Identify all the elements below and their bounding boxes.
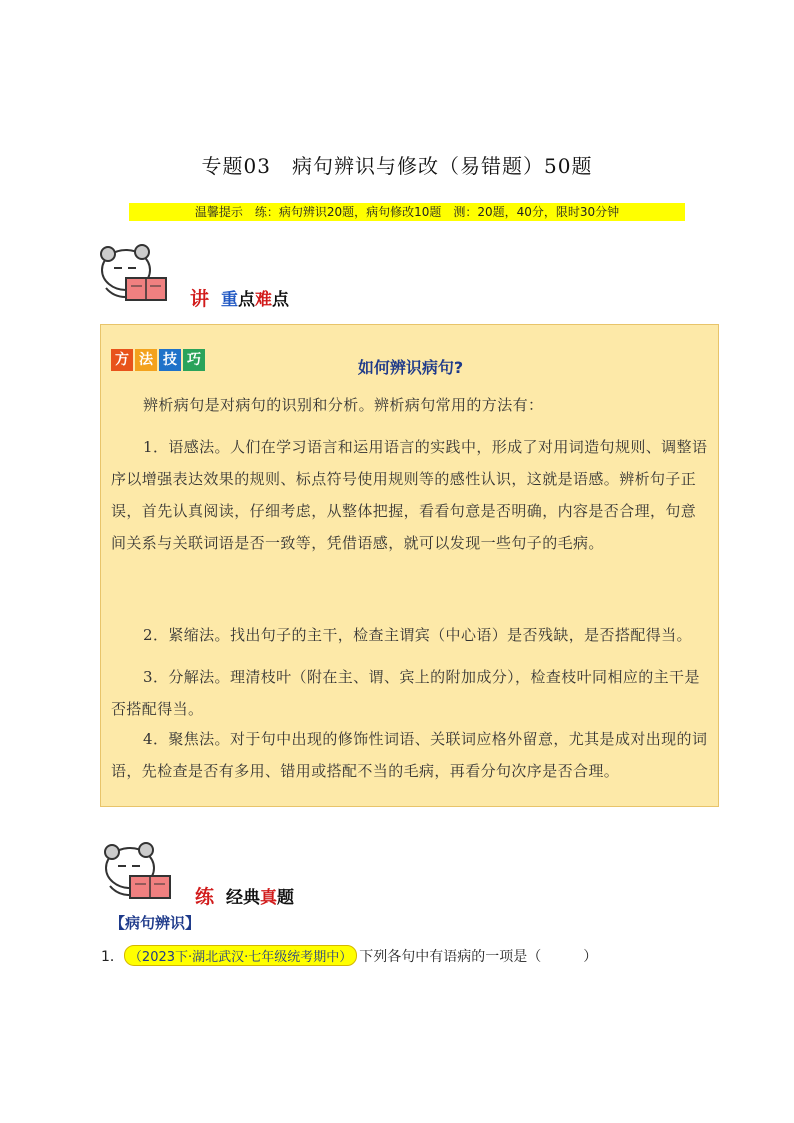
method-paragraph: 辨析病句是对病句的识别和分析。辨析病句常用的方法有： — [143, 396, 544, 414]
bear-reading-icon — [96, 240, 176, 304]
badge-char: 方 — [111, 349, 133, 371]
method-paragraph: 4．聚焦法。对于句中出现的修饰性词语、关联词应格外留意，尤其是成对出现的词语，先检查是否有多用、错用或搭配不当的毛病，再看分句次序是否合理。 — [111, 730, 708, 780]
box-title: 如何辨识病句? — [357, 358, 464, 377]
badge-char: 法 — [135, 349, 157, 371]
question-source: （2023下·湖北武汉·七年级统考期中） — [124, 945, 357, 966]
method-paragraph: 3．分解法。理清枝叶（附在主、谓、宾上的附加成分），检查枝叶同相应的主干是否搭配得当。 — [111, 668, 700, 718]
method-tips-box — [100, 324, 719, 807]
question-text: 下列各句中有语病的一项是（ ） — [359, 948, 598, 965]
method-paragraph: 1．语感法。人们在学习语言和运用语言的实践中，形成了对用词造句规则、调整语序以增强表达效果的规则、标点符号使用规则等的感性认识，这就是语感。辨析句子正误，首先认真阅读，仔细考虑，从整体把握，看看句意是否明确，内容是否合理，句意间关系与关联词语是否一致等，凭借语感，就可以发现一些句子的毛病。 — [111, 438, 708, 552]
tip-banner: 温馨提示 练：病句辨识20题，病句修改10题 测：20题，40分，限时30分钟 — [129, 203, 685, 221]
section-label: 【病句辨识】 — [110, 914, 201, 932]
page-title: 专题03 病句辨识与修改（易错题）50题 — [201, 154, 593, 178]
badge-char: 巧 — [183, 349, 205, 371]
section-heading-lecture: 讲 重点难点 — [190, 288, 290, 310]
bear-reading-icon — [100, 838, 180, 902]
badge-char: 技 — [159, 349, 181, 371]
section-heading-practice: 练 经典真题 — [195, 886, 295, 908]
method-paragraph: 2．紧缩法。找出句子的主干，检查主谓宾（中心语）是否残缺，是否搭配得当。 — [143, 626, 692, 644]
question-number: 1． — [101, 948, 124, 965]
question-1 — [101, 945, 597, 966]
